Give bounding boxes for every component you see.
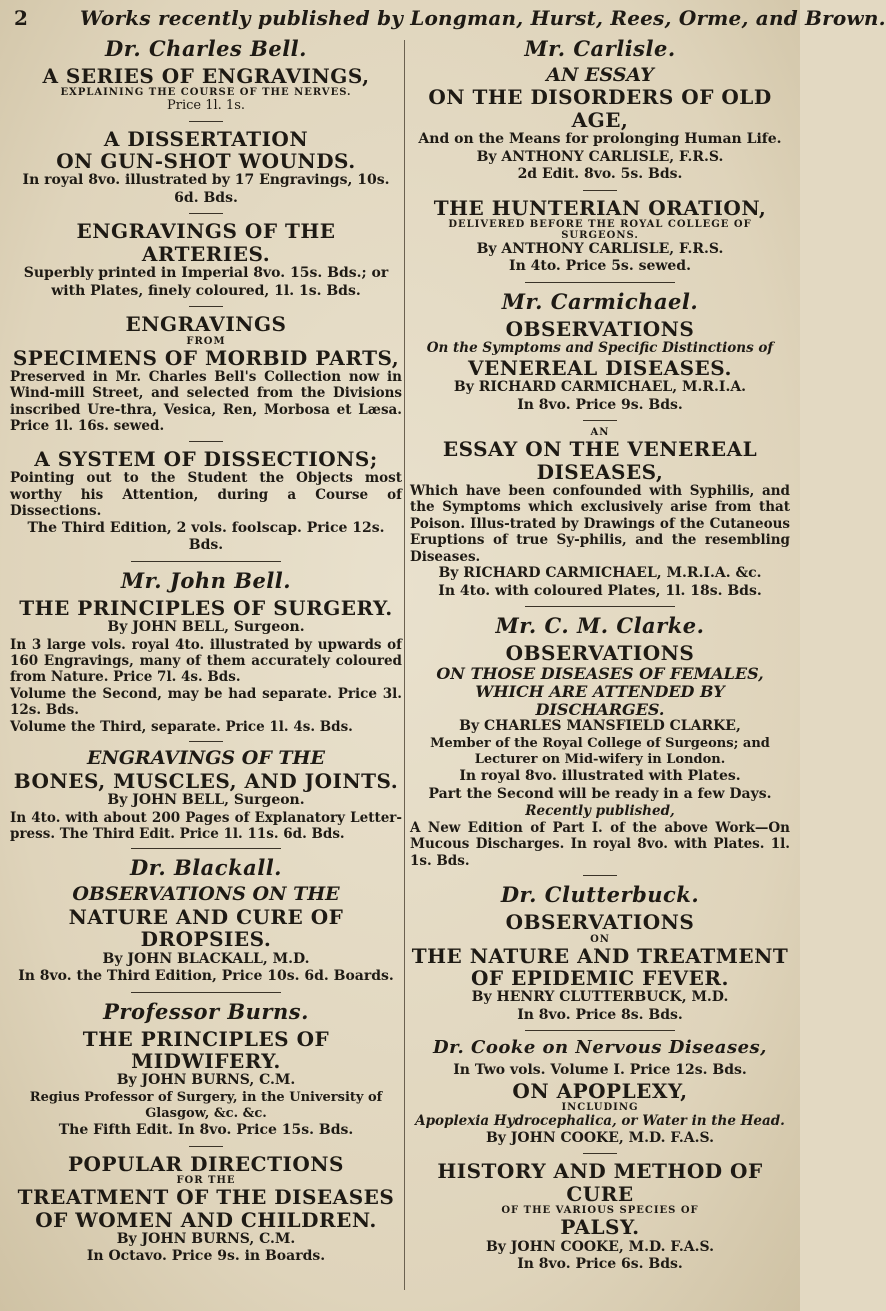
book-author: By HENRY CLUTTERBUCK, M.D. bbox=[471, 989, 729, 1006]
author-heading: Mr. John Bell. bbox=[120, 567, 292, 593]
page-heading: Works recently published by Longman, Hurst, Rees, Orme, and Brown. bbox=[80, 6, 886, 30]
book-title: OBSERVATIONS bbox=[505, 910, 695, 935]
book-title: PALSY. bbox=[560, 1215, 640, 1240]
book-title: ON APOPLEXY, bbox=[512, 1078, 688, 1103]
book-title: ENGRAVINGS OF THE bbox=[86, 747, 325, 770]
author-heading: Dr. Cooke on Nervous Diseases, bbox=[433, 1037, 767, 1059]
book-subtitle: AN bbox=[590, 427, 610, 439]
author-heading: Dr. Blackall. bbox=[129, 855, 282, 881]
book-subtitle: DELIVERED BEFORE THE ROYAL COLLEGE OF SURGEONS. bbox=[448, 218, 752, 241]
divider-rule bbox=[189, 741, 223, 742]
book-description: Volume the Third, separate. Price 1l. 4s. Bds. bbox=[10, 718, 353, 735]
divider-rule bbox=[189, 306, 223, 307]
book-author: By JOHN BLACKALL, M.D. bbox=[102, 950, 310, 967]
book-subtitle: OF THE VARIOUS SPECIES OF bbox=[501, 1205, 699, 1217]
book-subtitle: On the Symptoms and Specific Distinctions of bbox=[426, 340, 774, 357]
divider-rule bbox=[189, 213, 223, 214]
book-title: NATURE AND CURE OF DROPSIES. bbox=[68, 904, 344, 952]
book-author: By JOHN COOKE, M.D. F.A.S. bbox=[485, 1238, 715, 1255]
book-title: TREATMENT OF THE DISEASES OF WOMEN AND CHILDREN. bbox=[17, 1185, 395, 1232]
author-heading: Mr. Carlisle. bbox=[524, 36, 676, 61]
book-title: THE PRINCIPLES OF MIDWIFERY. bbox=[82, 1026, 330, 1073]
book-description: The Fifth Edit. In 8vo. Price 15s. Bds. bbox=[58, 1122, 354, 1139]
book-description: Superbly printed in Imperial 8vo. 15s. Bds.; or with Plates, finely coloured, 1l. 1s. Bds. bbox=[23, 265, 389, 299]
divider-rule bbox=[131, 992, 281, 993]
book-title: ON GUN-SHOT WOUNDS. bbox=[56, 149, 356, 174]
book-title: ENGRAVINGS bbox=[125, 312, 287, 337]
book-subtitle: Apoplexia Hydrocephalica, or Water in the Head. bbox=[415, 1113, 785, 1130]
book-author: By ANTHONY CARLISLE, F.R.S. bbox=[476, 240, 724, 257]
divider-rule bbox=[525, 282, 675, 283]
book-description: In 8vo. Price 9s. Bds. bbox=[517, 396, 683, 413]
book-description: In 8vo. Price 8s. Bds. bbox=[517, 1006, 683, 1023]
book-title: SPECIMENS OF MORBID PARTS, bbox=[12, 345, 400, 370]
book-title: OBSERVATIONS ON THE bbox=[72, 883, 340, 906]
book-description: In 3 large vols. royal 4to. illustrated by upwards of 160 Engravings, many of them accurately coloured from Nature. Price 7l. 4s. Bds. bbox=[10, 636, 402, 686]
page-number: 2 bbox=[14, 6, 28, 30]
book-title: HISTORY AND METHOD OF CURE bbox=[437, 1159, 763, 1206]
book-title: ESSAY ON THE VENEREAL DISEASES, bbox=[442, 437, 758, 484]
book-author-role: Regius Professor of Surgery, in the University of Glasgow, &c. &c. bbox=[29, 1089, 383, 1122]
book-title: ON THE DISORDERS OF OLD AGE, bbox=[428, 85, 772, 132]
book-title: THE PRINCIPLES OF SURGERY. bbox=[19, 595, 393, 620]
book-title: THE HUNTERIAN ORATION, bbox=[433, 195, 767, 220]
divider-rule bbox=[525, 1030, 675, 1031]
book-author: By JOHN COOKE, M.D. F.A.S. bbox=[485, 1129, 715, 1146]
book-title: THE NATURE AND TREATMENT OF EPIDEMIC FEVER. bbox=[411, 943, 789, 991]
book-title: OBSERVATIONS bbox=[505, 641, 695, 666]
column-divider bbox=[404, 40, 405, 1290]
book-author: By RICHARD CARMICHAEL, M.R.I.A. bbox=[453, 379, 747, 396]
divider-rule bbox=[131, 561, 281, 562]
book-description: In royal 8vo. illustrated by 17 Engravings, 10s. 6d. Bds. bbox=[22, 172, 390, 206]
book-description: Volume the Second, may be had separate. Price 3l. 12s. Bds. bbox=[10, 685, 402, 719]
page-header bbox=[0, 6, 886, 32]
book-title: AN ESSAY bbox=[546, 64, 654, 86]
book-description: Which have been confounded with Syphilis, and the Symptoms which exclusively arise from that Poison. Illus-trated by Drawings of the Cutaneous Eruptions of true Sy-philis, and the resembling Diseases. bbox=[410, 482, 790, 565]
book-author-role: Member of the Royal College of Surgeons; and Lecturer on Mid-wifery in London. bbox=[430, 735, 770, 768]
divider-rule bbox=[189, 1146, 223, 1147]
book-description: In 4to. Price 5s. sewed. bbox=[509, 258, 691, 275]
book-description: In Octavo. Price 9s. in Boards. bbox=[86, 1248, 326, 1265]
book-description: 2d Edit. 8vo. 5s. Bds. bbox=[517, 166, 683, 183]
book-author: By JOHN BELL, Surgeon. bbox=[107, 792, 305, 809]
book-title: A SERIES OF ENGRAVINGS, bbox=[42, 64, 370, 88]
book-description: Pointing out to the Student the Objects most worthy his Attention, during a Course of Dissections. bbox=[10, 470, 402, 520]
author-heading: Dr. Charles Bell. bbox=[105, 36, 307, 61]
book-subtitle: EXPLAINING THE COURSE OF THE NERVES. bbox=[60, 87, 352, 99]
book-description: A New Edition of Part I. of the above Work—On Mucous Discharges. In royal 8vo. with Plates. 1l. 1s. Bds. bbox=[410, 819, 790, 869]
author-heading: Professor Burns. bbox=[103, 998, 309, 1024]
author-heading: Mr. Carmichael. bbox=[501, 288, 699, 314]
author-heading: Dr. Clutterbuck. bbox=[500, 882, 700, 908]
book-subtitle: INCLUDING bbox=[561, 1102, 639, 1114]
book-subtitle: FOR THE bbox=[176, 1175, 236, 1187]
book-subtitle: FROM bbox=[186, 335, 226, 347]
book-title: POPULAR DIRECTIONS bbox=[68, 1151, 344, 1176]
book-subtitle: Recently published, bbox=[525, 803, 675, 820]
book-title: ENGRAVINGS OF THE ARTERIES. bbox=[76, 219, 336, 266]
book-title: BONES, MUSCLES, AND JOINTS. bbox=[13, 768, 399, 793]
book-author: By CHARLES MANSFIELD CLARKE, bbox=[459, 718, 741, 735]
book-title: VENEREAL DISEASES. bbox=[468, 355, 732, 380]
left-column bbox=[10, 30, 402, 1266]
author-heading: Mr. C. M. Clarke. bbox=[495, 613, 705, 639]
book-author: By JOHN BURNS, C.M. bbox=[116, 1230, 296, 1247]
divider-rule bbox=[583, 1153, 617, 1154]
divider-rule bbox=[525, 606, 675, 607]
book-description: In 4to. with about 200 Pages of Explanatory Letter-press. The Third Edit. Price 1l. 11s. 6d. Bds. bbox=[10, 809, 402, 842]
book-subtitle: And on the Means for prolonging Human Life. bbox=[418, 131, 782, 148]
book-price: The Third Edition, 2 vols. foolscap. Price 12s. Bds. bbox=[27, 519, 385, 554]
right-column bbox=[410, 30, 790, 1274]
book-description: Part the Second will be ready in a few Days. bbox=[428, 785, 772, 802]
book-description: In Two vols. Volume I. Price 12s. Bds. bbox=[453, 1062, 747, 1079]
book-author: By JOHN BELL, Surgeon. bbox=[107, 619, 305, 636]
book-title: ON THOSE DISEASES OF FEMALES, WHICH ARE ATTENDED BY DISCHARGES. bbox=[436, 663, 764, 719]
book-description: In 8vo. the Third Edition, Price 10s. 6d. Boards. bbox=[18, 968, 394, 984]
book-price: In 4to. with coloured Plates, 1l. 18s. Bds. bbox=[438, 582, 762, 599]
book-subtitle: ON bbox=[590, 933, 610, 945]
book-title: OBSERVATIONS bbox=[505, 316, 695, 341]
book-description: In 8vo. Price 6s. Bds. bbox=[517, 1256, 683, 1272]
book-description: In royal 8vo. illustrated with Plates. bbox=[459, 768, 741, 785]
divider-rule bbox=[583, 190, 617, 191]
divider-rule bbox=[131, 848, 281, 849]
divider-rule bbox=[583, 875, 617, 876]
book-author: By JOHN BURNS, C.M. bbox=[116, 1072, 296, 1089]
divider-rule bbox=[583, 420, 617, 421]
book-price: Price 1l. 1s. bbox=[167, 98, 245, 114]
divider-rule bbox=[189, 121, 223, 122]
divider-rule bbox=[189, 441, 223, 442]
book-title: A SYSTEM OF DISSECTIONS; bbox=[34, 446, 378, 471]
book-title: A DISSERTATION bbox=[103, 126, 309, 151]
book-author: By ANTHONY CARLISLE, F.R.S. bbox=[476, 148, 724, 165]
book-author: By RICHARD CARMICHAEL, M.R.I.A. &c. bbox=[438, 565, 762, 582]
book-description: Preserved in Mr. Charles Bell's Collection now in Wind-mill Street, and selected from the Divisions inscribed Ure-thra, Vesica, Ren, Morbosa et Læsa. Price 1l. 16s. sewed. bbox=[10, 368, 402, 435]
